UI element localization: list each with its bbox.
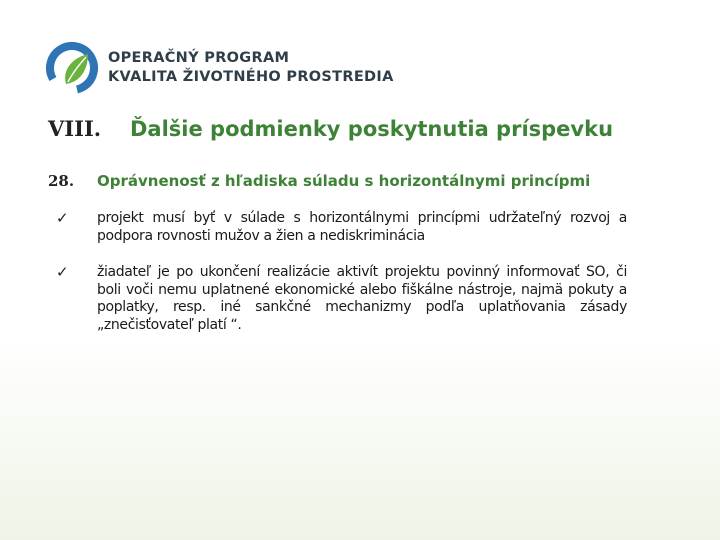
checkmark-icon: ✓ [56,209,69,227]
title-number: VIII. [48,116,102,141]
checkmark-icon: ✓ [56,263,69,281]
section-text: Oprávnenosť z hľadiska súladu s horizontálnymi princípmi [97,172,591,190]
logo-text [108,49,394,87]
logo-line-1: OPERAČNÝ PROGRAM [108,50,290,66]
title-text: Ďalšie podmienky poskytnutia príspevku [130,117,614,141]
slide-title [48,116,688,141]
background-gradient [0,340,720,540]
logo-line-2: KVALITA ŽIVOTNÉHO PROSTREDIA [108,69,394,85]
section-heading [48,172,688,190]
section-number: 28. [48,172,75,190]
bullet-text-2: žiadateľ je po ukončení realizácie aktivít projektu povinný informovať SO, či boli voči nemu uplatnené ekonomické alebo fiškálne nástroje, najmä pokuty a poplatky, resp. iné sankčné mechanizmy podľa uplatňovania zásady „znečisťovateľ platí “. [97,264,627,333]
bullet-text-1: projekt musí byť v súlade s horizontálnymi princípmi udržateľný rozvoj a podpora rovnosti mužov a žien a nediskriminácia [97,210,627,244]
op-kzp-logo-icon [44,40,100,96]
